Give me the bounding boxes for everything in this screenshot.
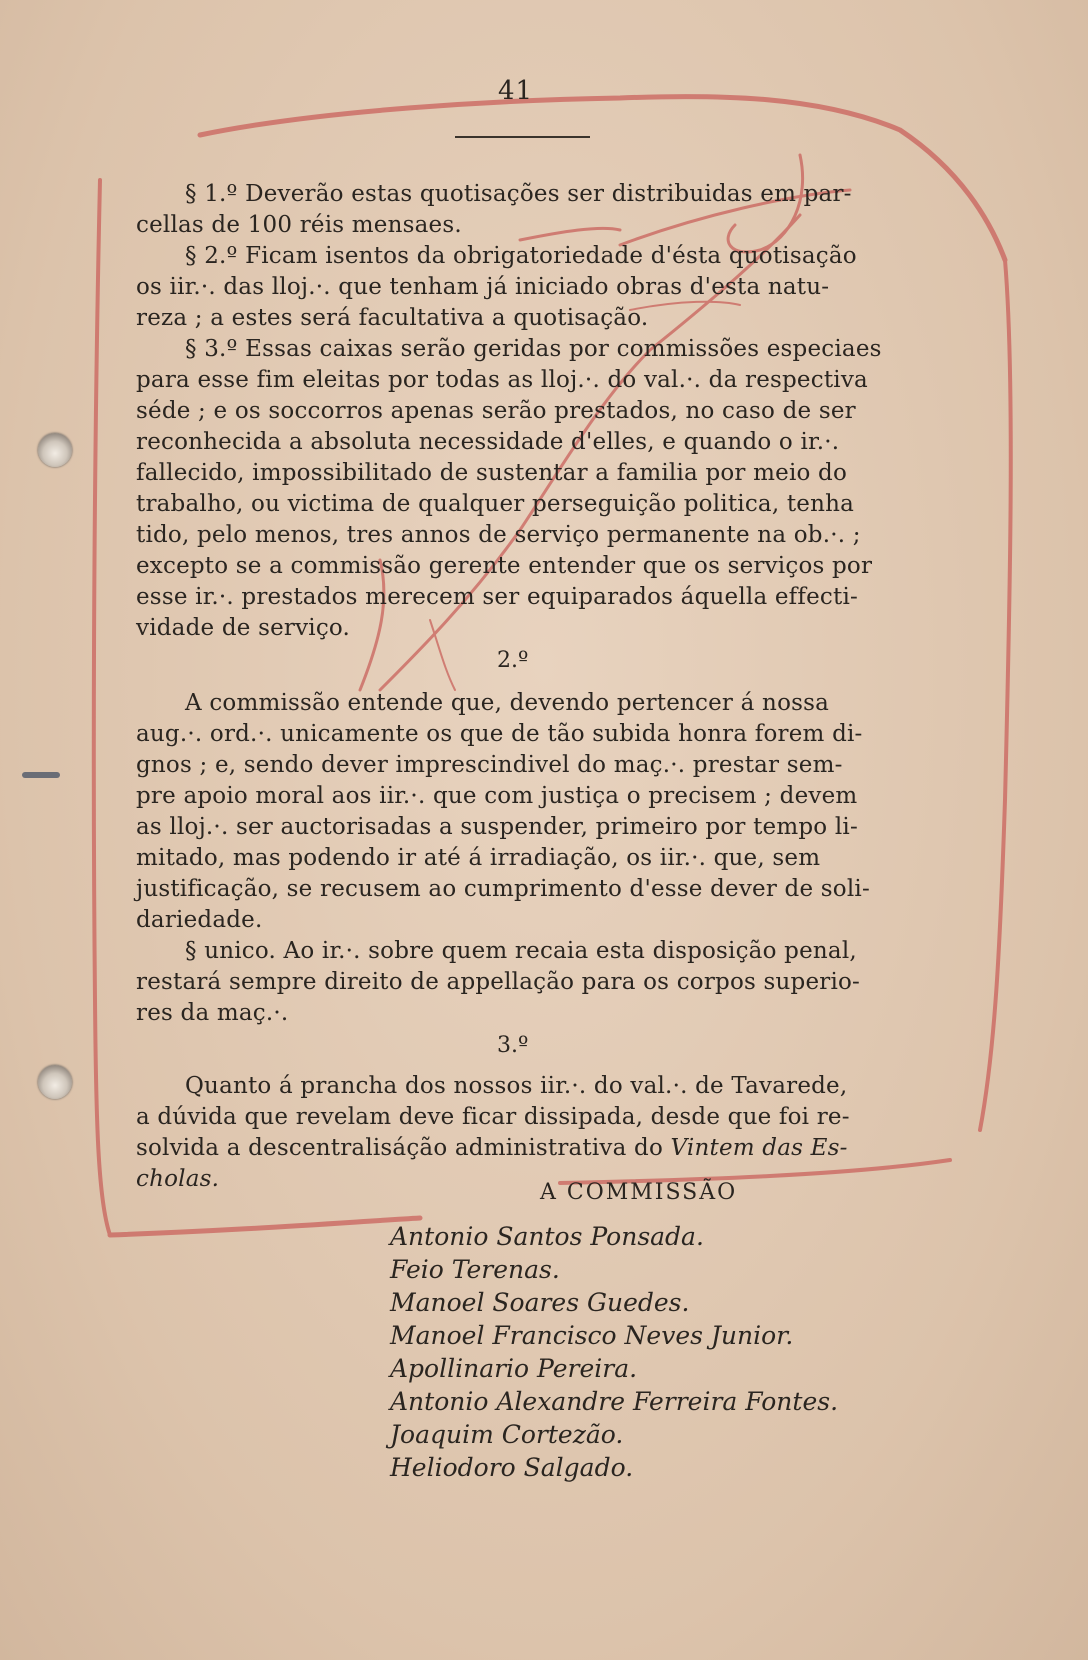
text-line: Quanto á prancha dos nossos iir.·. do val.·. de Tavarede, <box>185 1073 848 1099</box>
text-line: trabalho, ou victima de qualquer perseguição politica, tenha <box>136 491 855 517</box>
text-line: gnos ; e, sendo dever imprescindivel do maç.·. prestar sem- <box>136 752 843 778</box>
section-3-heading: 3.º <box>497 1033 529 1058</box>
text-line: a dúvida que revelam deve ficar dissipada, desde que foi re- <box>136 1104 850 1130</box>
text-line: cholas. <box>136 1166 220 1192</box>
text-line: reza ; a estes será facultativa a quotisação. <box>136 305 649 331</box>
signature-name: Antonio Santos Ponsada. <box>390 1222 704 1251</box>
text-line: os iir.·. das lloj.·. que tenham já iniciado obras d'esta natu- <box>136 274 830 300</box>
text-line: mitado, mas podendo ir até á irradiação, os iir.·. que, sem <box>136 845 821 871</box>
text-line: aug.·. ord.·. unicamente os que de tão subida honra forem di- <box>136 721 863 747</box>
fold-mark <box>22 772 60 778</box>
text-line: excepto se a commissão gerente entender que os serviços por <box>136 553 873 579</box>
red-scribble-3 <box>520 228 620 240</box>
text-line: séde ; e os soccorros apenas serão prestados, no caso de ser <box>136 398 856 424</box>
text-line: A commissão entende que, devendo pertencer á nossa <box>185 690 830 716</box>
signature-name: Antonio Alexandre Ferreira Fontes. <box>390 1387 839 1416</box>
page-number: 41 <box>498 76 534 106</box>
section-2-heading: 2.º <box>497 648 529 673</box>
italic-title: Vintem das Es- <box>670 1135 848 1161</box>
text-line: restará sempre direito de appellação para os corpos superio- <box>136 969 861 995</box>
text-line-with-title <box>136 1137 848 1160</box>
text-line: as lloj.·. ser auctorisadas a suspender, primeiro por tempo li- <box>136 814 858 840</box>
signature-name: Manoel Francisco Neves Junior. <box>390 1321 794 1350</box>
red-line-left <box>94 180 110 1235</box>
text-line: dariedade. <box>136 907 263 933</box>
punch-hole-bottom <box>38 1065 72 1099</box>
text-line: para esse fim eleitas por todas as lloj.·. do val.·. da respectiva <box>136 367 868 393</box>
punch-hole-top <box>38 433 72 467</box>
red-scribble-5 <box>360 560 384 690</box>
text-line: § unico. Ao ir.·. sobre quem recaia esta disposição penal, <box>185 938 857 964</box>
text-line: § 1.º Deverão estas quotisações ser distribuidas em par- <box>185 181 852 207</box>
signature-name: Manoel Soares Guedes. <box>390 1288 690 1317</box>
red-line-right <box>980 260 1011 1130</box>
text-line: § 3.º Essas caixas serão geridas por commissões especiaes <box>185 336 882 362</box>
signature-name: Joaquim Cortezão. <box>390 1420 624 1449</box>
text-line: esse ir.·. prestados merecem ser equiparados áquella effecti- <box>136 584 858 610</box>
text-line: cellas de 100 réis mensaes. <box>136 212 462 238</box>
text-line: vidade de serviço. <box>136 615 351 641</box>
text-line: reconhecida a absoluta necessidade d'elles, e quando o ir.·. <box>136 429 840 455</box>
red-scribble-6 <box>430 620 455 690</box>
red-line-bottom-left <box>110 1218 420 1235</box>
signature-name: Feio Terenas. <box>390 1255 560 1284</box>
text-line: fallecido, impossibilitado de sustentar a familia por meio do <box>136 460 848 486</box>
text-line: tido, pelo menos, tres annos de serviço permanente na ob.·. ; <box>136 522 861 548</box>
text-line: § 2.º Ficam isentos da obrigatoriedade d'ésta quotisação <box>185 243 857 269</box>
signature-name: Apollinario Pereira. <box>390 1354 638 1383</box>
signatures-heading: A COMMISSÃO <box>540 1180 738 1205</box>
text-line: justificação, se recusem ao cumprimento d'esse dever de soli- <box>136 876 870 902</box>
header-rule <box>455 136 590 138</box>
text-line: res da maç.·. <box>136 1000 289 1026</box>
text-line: pre apoio moral aos iir.·. que com justiça o precisem ; devem <box>136 783 858 809</box>
text-span: solvida a descentralisáção administrativa do <box>136 1135 664 1161</box>
signature-name: Heliodoro Salgado. <box>390 1453 634 1482</box>
